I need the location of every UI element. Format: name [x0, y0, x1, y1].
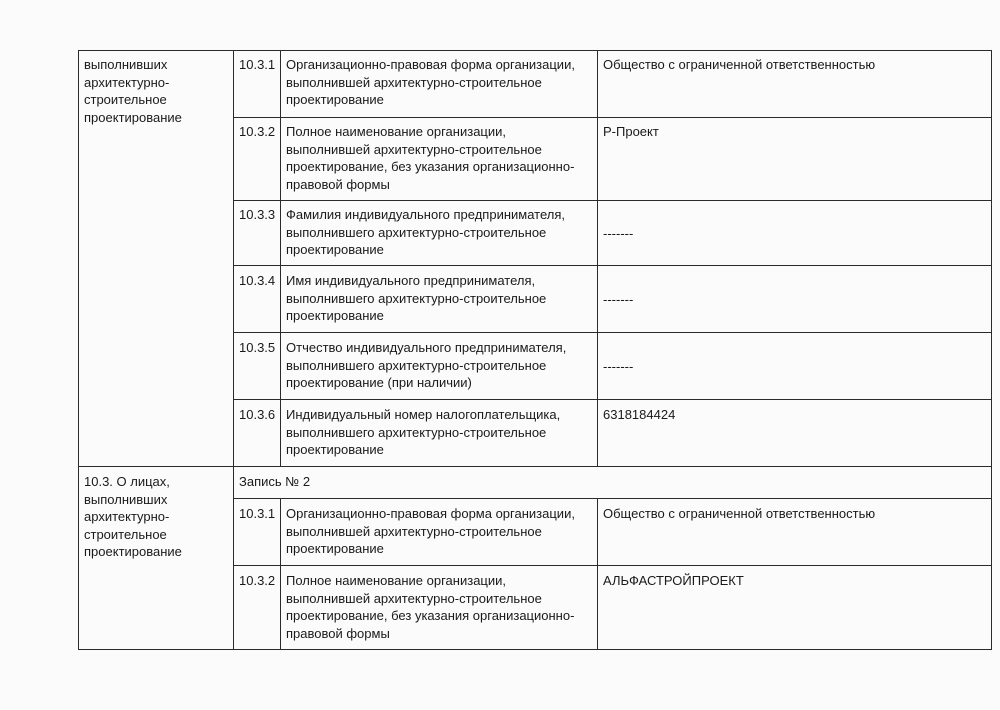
section-label: 10.3. О лицах, выполнивших архитектурно- строительное проектирование	[84, 474, 182, 559]
table-border-top	[78, 50, 992, 51]
row-value: 6318184424	[603, 407, 676, 422]
row-divider	[234, 117, 992, 118]
row-value: -------	[603, 359, 634, 374]
row-divider	[234, 332, 992, 333]
row-number: 10.3.4	[239, 273, 276, 288]
row-value: -------	[603, 226, 634, 241]
row-number: 10.3.1	[239, 57, 276, 72]
row-value: АЛЬФАСТРОЙПРОЕКТ	[603, 573, 744, 588]
table-border-right	[991, 50, 992, 650]
table-border-left	[78, 50, 79, 650]
row-label: Организационно-правовая форма организации, выполнившей архитектурно-строительное проектирование	[286, 506, 575, 556]
row-value: Р-Проект	[603, 124, 659, 139]
column-divider	[597, 498, 598, 650]
column-divider	[280, 50, 281, 467]
row-label: Индивидуальный номер налогоплательщика, выполнившего архитектурно-строительное проектирование	[286, 407, 561, 457]
row-value: Общество с ограниченной ответственностью	[603, 506, 876, 521]
row-number: 10.3.3	[239, 207, 276, 222]
row-divider	[234, 498, 992, 499]
section-label: выполнивших архитектурно- строительное проектирование	[84, 57, 182, 125]
row-number: 10.3.2	[239, 124, 276, 139]
row-label: Фамилия индивидуального предпринимателя, выполнившего архитектурно-строительное проектирование	[286, 207, 565, 257]
row-number: 10.3.1	[239, 506, 276, 521]
row-label: Полное наименование организации, выполнившей архитектурно-строительное проектирование, без указания организационно- правовой формы	[286, 573, 575, 641]
record-title: Запись № 2	[239, 474, 311, 489]
row-value: Общество с ограниченной ответственностью	[603, 57, 876, 72]
section-divider	[78, 466, 992, 467]
row-divider	[234, 565, 992, 566]
row-divider	[234, 265, 992, 266]
row-label: Организационно-правовая форма организации, выполнившей архитектурно-строительное проектирование	[286, 57, 575, 107]
row-number: 10.3.5	[239, 340, 276, 355]
row-number: 10.3.2	[239, 573, 276, 588]
column-divider	[597, 50, 598, 467]
column-divider	[233, 50, 234, 650]
row-label: Имя индивидуального предпринимателя, выполнившего архитектурно-строительное проектирование	[286, 273, 547, 323]
row-label: Отчество индивидуального предпринимателя, выполнившего архитектурно-строительное проектирование (при наличии)	[286, 340, 567, 390]
row-divider	[234, 399, 992, 400]
column-divider	[280, 498, 281, 650]
row-number: 10.3.6	[239, 407, 276, 422]
row-label: Полное наименование организации, выполнившей архитектурно-строительное проектирование, без указания организационно- правовой формы	[286, 124, 575, 192]
row-value: -------	[603, 292, 634, 307]
table-border-bottom	[78, 649, 992, 650]
row-divider	[234, 200, 992, 201]
